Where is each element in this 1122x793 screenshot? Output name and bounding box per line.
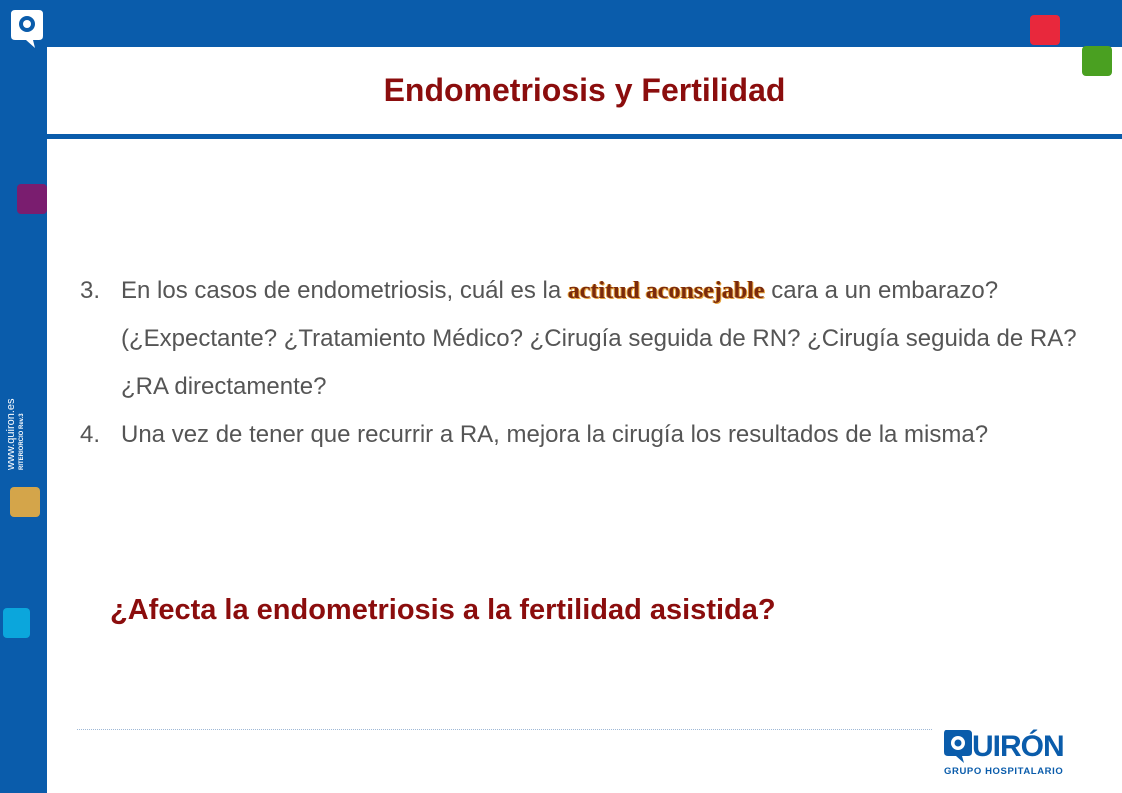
highlight-text: actitud aconsejable	[567, 278, 765, 304]
brand-subtitle: GRUPO HOSPITALARIO	[944, 766, 1064, 777]
top-frame-bar	[0, 0, 1122, 47]
list-number: 3.	[80, 277, 101, 304]
gold-square-decoration	[10, 487, 40, 517]
brand-q-icon	[942, 728, 974, 764]
cyan-square-decoration	[3, 608, 30, 638]
title-divider	[47, 134, 1122, 139]
footer-divider	[77, 729, 932, 730]
list-text-part: cara a un embarazo? (¿Expectante? ¿Tratamiento Médico? ¿Cirugía seguida de RN? ¿Cirugía seguida de RA? ¿RA directamente?	[121, 277, 1077, 400]
sidebar-url: www.quiron.es	[5, 398, 17, 470]
quiron-brand-logo	[942, 728, 1072, 780]
list-text-part: En los casos de endometriosis, cuál es la	[121, 277, 568, 304]
left-frame-bar	[0, 0, 47, 793]
key-question: ¿Afecta la endometriosis a la fertilidad asistida?	[110, 594, 776, 626]
list-item	[80, 411, 1100, 459]
purple-square-decoration	[17, 184, 47, 214]
slide-title: Endometriosis y Fertilidad	[383, 72, 786, 108]
quiron-q-logo-icon	[9, 6, 45, 50]
list-number: 4.	[80, 421, 101, 448]
list-item	[80, 267, 1100, 411]
question-list	[80, 267, 1100, 459]
list-text	[121, 267, 1100, 411]
red-square-decoration	[1030, 15, 1060, 45]
brand-name: UIRÓN	[972, 730, 1064, 763]
sidebar-url-subtitle: RITERIORCIO Rev.3	[19, 413, 25, 470]
list-text: Una vez de tener que recurrir a RA, mejora la cirugía los resultados de la misma?	[121, 421, 989, 448]
